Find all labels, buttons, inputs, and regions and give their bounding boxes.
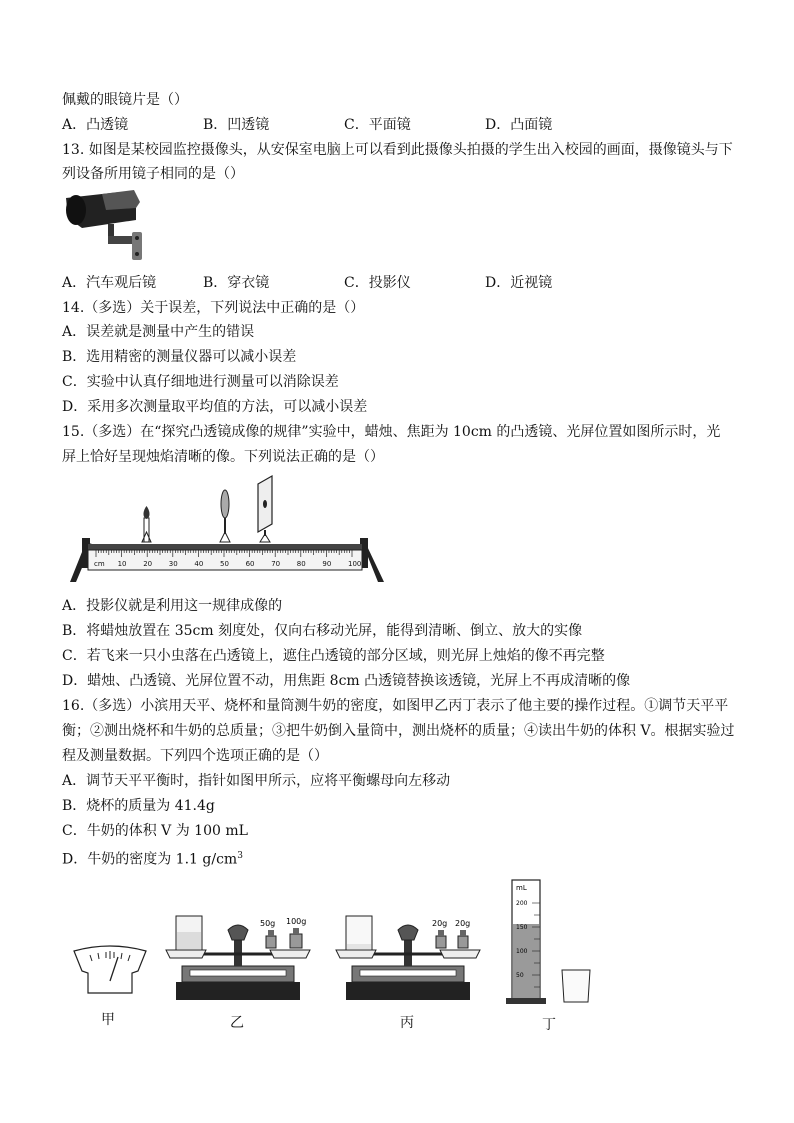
cylinder-tick-50: 50 — [516, 972, 524, 979]
q16-stem-line3: 程及测量数据。下列四个选项正确的是（） — [62, 748, 328, 764]
q13-option-b: B．穿衣镜 — [203, 275, 270, 291]
q16-option-a: A．调节天平平衡时，指针如图甲所示，应将平衡螺母向左移动 — [62, 773, 451, 789]
q13-options — [62, 273, 702, 293]
ruler-label: 10 — [117, 560, 127, 568]
q16-option-b: B．烧杯的质量为 41.4g — [62, 798, 215, 814]
q12-option-d: D．凸面镜 — [485, 117, 553, 133]
q15-option-d: D．蜡烛、凸透镜、光屏位置不动，用焦距 8cm 凸透镜替换该透镜，光屏上不再成清晰的像 — [62, 673, 631, 689]
security-camera-image — [62, 188, 152, 268]
caption-jia: 甲 — [101, 1012, 115, 1028]
q15-option-c: C．若飞来一只小虫落在凸透镜上，遮住凸透镜的部分区域，则光屏上烛焰的像不再完整 — [62, 648, 605, 664]
q16-option-d — [62, 846, 243, 870]
q15-option-a: A．投影仪就是利用这一规律成像的 — [62, 598, 283, 614]
caption-yi: 乙 — [230, 1015, 244, 1031]
q14-option-d: D．采用多次测量取平均值的方法，可以减小误差 — [62, 399, 368, 415]
q13-option-c: C．投影仪 — [344, 275, 411, 291]
weight-label-50g: 50g — [260, 919, 276, 928]
balance-figure-yi — [162, 910, 322, 1006]
ruler-label: 100 — [348, 560, 362, 568]
ruler-label: 60 — [245, 560, 255, 568]
weight-label-20g-1: 20g — [432, 919, 448, 928]
weight-label-100g: 100g — [286, 917, 307, 926]
q16-stem-line2: 衡；②测出烧杯和牛奶的总质量；③把牛奶倒入量筒中，测出烧杯的质量；④读出牛奶的体积 V。根据实验过 — [62, 723, 735, 739]
cylinder-tick-200: 200 — [516, 900, 528, 907]
q16-option-c: C．牛奶的体积 V 为 100 mL — [62, 823, 248, 839]
q13-stem-line2: 列设备所用镜子相同的是（） — [62, 166, 244, 182]
ruler-label: 70 — [271, 560, 281, 568]
cylinder-unit: mL — [516, 884, 527, 892]
q14-option-a: A．误差就是测量中产生的错误 — [62, 324, 255, 340]
optical-bench-figure — [62, 474, 388, 590]
cylinder-tick-150: 150 — [516, 924, 528, 931]
q12-option-b: B．凹透镜 — [203, 117, 270, 133]
cylinder-tick-100: 100 — [516, 948, 528, 955]
q12-options — [62, 115, 702, 135]
q14-option-c: C．实验中认真仔细地进行测量可以消除误差 — [62, 374, 339, 390]
q15-stem-line2: 屏上恰好呈现烛焰清晰的像。下列说法正确的是（） — [62, 449, 384, 465]
pointer-scale-figure-jia — [70, 945, 150, 1001]
q15-option-b: B．将蜡烛放置在 35cm 刻度处，仅向右移动光屏，能得到清晰、倒立、放大的实像 — [62, 623, 583, 639]
q14-option-b: B．选用精密的测量仪器可以减小误差 — [62, 349, 297, 365]
q12-option-c: C．平面镜 — [344, 117, 411, 133]
q13-option-d: D．近视镜 — [485, 275, 553, 291]
caption-bing: 丙 — [400, 1015, 414, 1031]
ruler-label: 80 — [296, 560, 306, 568]
ruler-label: 40 — [194, 560, 204, 568]
q16-option-d-exponent: 3 — [237, 851, 243, 861]
ruler-label: cm — [94, 560, 105, 568]
ruler-label: 30 — [168, 560, 178, 568]
q15-stem-line1: 15.（多选）在“探究凸透镜成像的规律”实验中，蜡烛、焦距为 10cm 的凸透镜、光屏位置如图所示时，光 — [62, 424, 721, 440]
q12-stem-tail: 佩戴的眼镜片是（） — [62, 92, 188, 108]
balance-figure-bing — [332, 910, 492, 1006]
q13-option-a: A．汽车观后镜 — [62, 275, 157, 291]
q14-stem: 14.（多选）关于误差，下列说法中正确的是（） — [62, 300, 365, 316]
ruler-label: 20 — [143, 560, 153, 568]
ruler-label: 50 — [220, 560, 229, 568]
q13-stem-line1: 13. 如图是某校园监控摄像头，从安保室电脑上可以看到此摄像头拍摄的学生出入校园的画面，摄像镜头与下 — [62, 142, 733, 158]
q16-stem-line1: 16.（多选）小滨用天平、烧杯和量筒测牛奶的密度，如图甲乙丙丁表示了他主要的操作过程。①调节天平平 — [62, 698, 729, 714]
ruler-label: 90 — [322, 560, 332, 568]
q16-option-d-text: D．牛奶的密度为 1.1 g/cm — [62, 851, 238, 868]
caption-ding: 丁 — [542, 1017, 556, 1033]
q12-option-a: A．凸透镜 — [62, 117, 129, 133]
weight-label-20g-2: 20g — [455, 919, 471, 928]
graduated-cylinder-figure-ding — [504, 874, 600, 1006]
